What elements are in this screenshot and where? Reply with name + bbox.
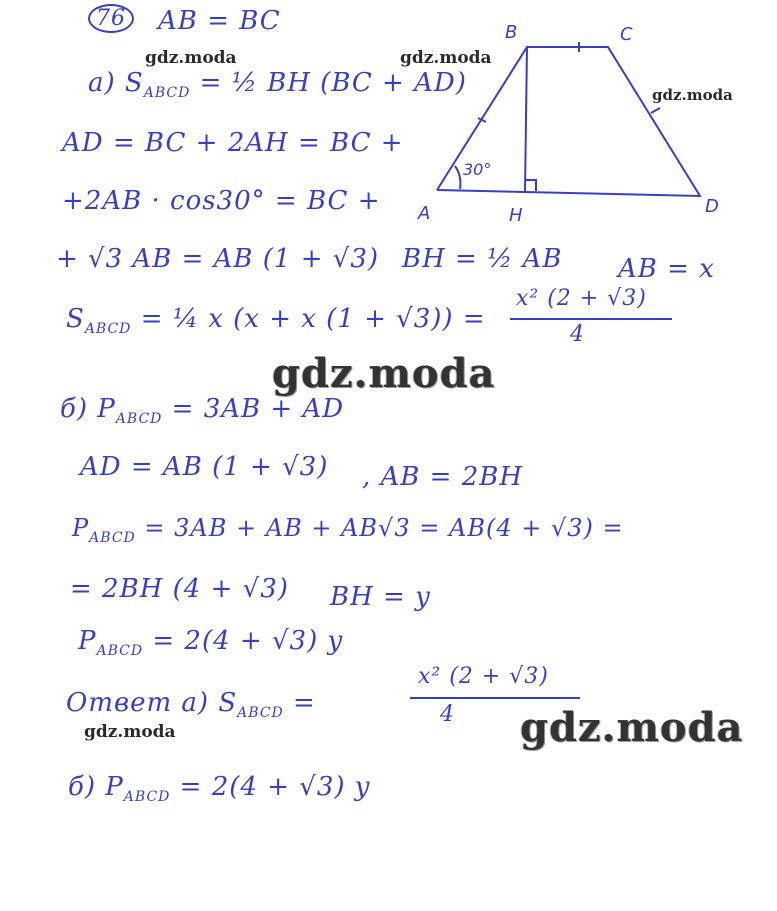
line-5 [66, 304, 486, 337]
line-1 [88, 68, 467, 101]
answer-a-sub: ABCD [237, 705, 284, 722]
line-9-bh: BH = y [330, 582, 431, 612]
line-1-sub: ABCD [143, 85, 191, 102]
answer-b-rest: = 2(4 + √3) y [179, 772, 371, 802]
vertex-c-label: C [620, 24, 633, 45]
angle-arc [455, 166, 460, 189]
line-7: AD = AB (1 + √3) [80, 452, 329, 482]
line-9: = 2BH (4 + √3) [70, 574, 289, 604]
height-bh [525, 47, 527, 191]
line-4-ab-x: AB = x [618, 254, 715, 284]
vertex-a-label: A [418, 203, 431, 224]
answer-a: а) S [181, 688, 238, 718]
line-3: +2AB · cos30° = BC + [62, 186, 381, 216]
line-6-sub: ABCD [115, 411, 163, 428]
given-condition: AB = BC [158, 6, 281, 36]
line-5-sub: ABCD [84, 321, 132, 338]
line-10-sub: ABCD [96, 643, 144, 660]
line-1-rest: = ½ BH (BC + AD) [199, 68, 467, 98]
right-angle-mark [525, 180, 536, 191]
line-6-rest: = 3AB + AD [171, 394, 345, 424]
answer-denominator: 4 [440, 702, 455, 727]
line-5-eq: = ¼ x (x + x (1 + √3)) = [140, 304, 486, 334]
watermark-small-3: gdz.moda [652, 86, 733, 104]
line-6 [60, 394, 344, 427]
line-5-denominator: 4 [570, 322, 585, 347]
answer-b-line [68, 772, 370, 805]
answer-fraction-bar [410, 697, 580, 699]
line-4-bh: BH = ½ AB [402, 244, 563, 274]
problem-number: 76 [88, 4, 134, 33]
tick-cd [651, 108, 660, 113]
vertex-b-label: B [505, 22, 518, 43]
answer-line [66, 688, 316, 721]
answer-eq: = [293, 688, 316, 718]
angle-label: 30° [463, 160, 492, 179]
watermark-small-4: gdz.moda [84, 722, 176, 742]
foot-h-label: H [509, 205, 523, 226]
line-5-s: S [66, 304, 85, 334]
line-7-ab: , AB = 2BH [362, 462, 524, 492]
line-8-p: P [72, 514, 90, 542]
line-10 [78, 626, 343, 659]
line-5-numerator: x² (2 + √3) [516, 286, 647, 311]
answer-word: Ответ [66, 688, 173, 718]
vertex-d-label: D [705, 196, 719, 217]
line-1-text: a) S [88, 68, 144, 98]
watermark-large-1: gdz.moda [272, 350, 496, 397]
watermark-large-2: gdz.moda [520, 704, 744, 751]
line-8-sub: ABCD [89, 529, 136, 546]
answer-b: б) P [68, 772, 124, 802]
line-5-fraction-bar [510, 318, 672, 320]
line-6-p: б) P [60, 394, 116, 424]
watermark-small-1: gdz.moda [145, 48, 237, 68]
line-4: + √3 AB = AB (1 + √3) [56, 244, 380, 274]
line-10-rest: = 2(4 + √3) y [152, 626, 344, 656]
line-8-rest: = 3AB + AB + AB√3 = AB(4 + √3) = [144, 514, 624, 542]
answer-b-sub: ABCD [123, 789, 171, 806]
answer-numerator: x² (2 + √3) [418, 664, 549, 689]
watermark-small-2: gdz.moda [400, 48, 492, 68]
line-8 [72, 514, 624, 546]
line-2: AD = BC + 2AH = BC + [62, 128, 404, 158]
line-10-p: P [78, 626, 97, 656]
